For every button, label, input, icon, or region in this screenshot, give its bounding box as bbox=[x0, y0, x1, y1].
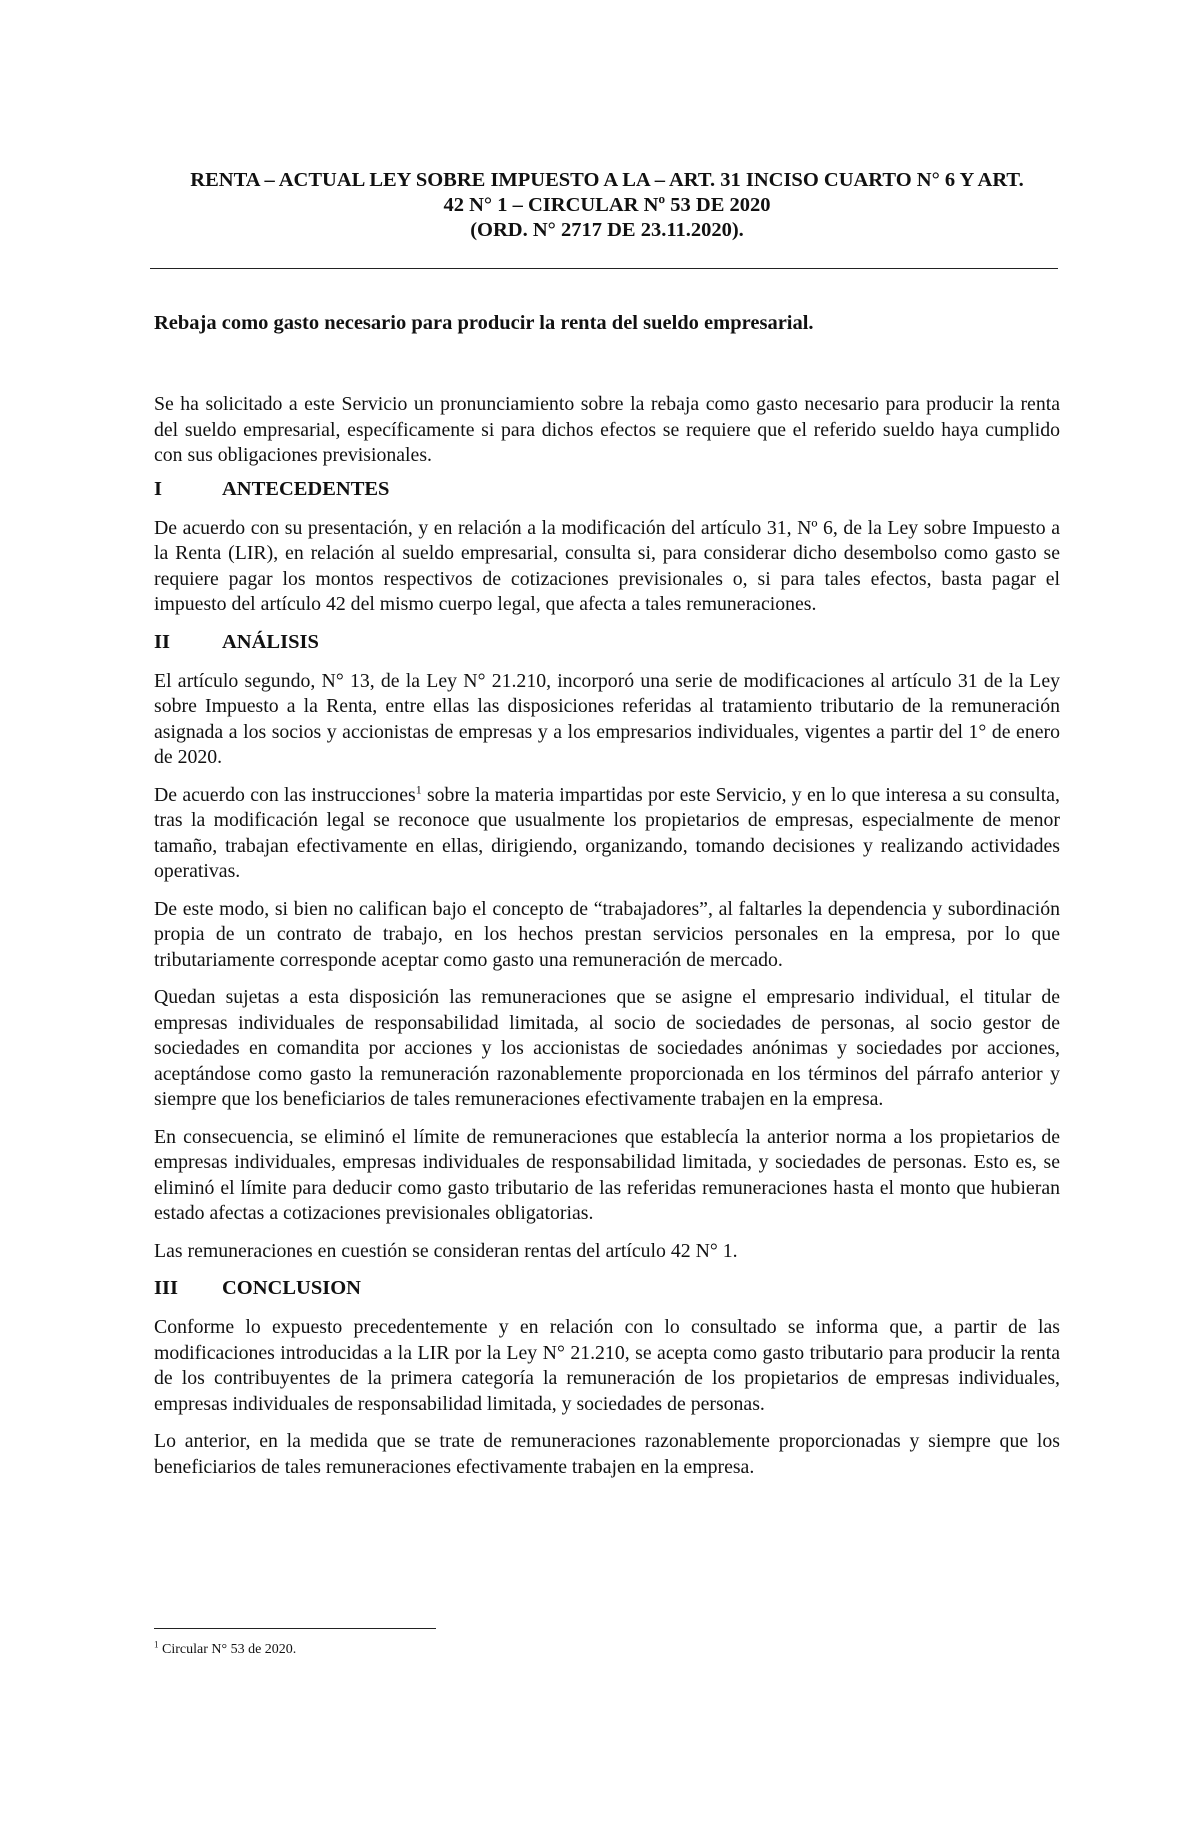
document-title bbox=[154, 168, 1060, 243]
analisis-paragraph-2-start: De acuerdo con las instrucciones bbox=[154, 783, 416, 806]
document-body bbox=[154, 392, 1060, 1492]
analisis-paragraph-2-end: sobre la materia impartidas por este Servicio, y en lo que interesa a su consulta, tras la modificación legal se reconoce que usualmente los propietarios de empresas, especialmente de menor tamaño, trabajan efectivamente en ellas, dirigiendo, organizando, tomando decisiones y realizando actividades operativas. bbox=[154, 783, 1060, 882]
analisis-paragraph-2 bbox=[154, 783, 1060, 885]
antecedentes-paragraph: De acuerdo con su presentación, y en relación a la modificación del artículo 31, Nº 6, de la Ley sobre Impuesto a la Renta (LIR), en relación al sueldo empresarial, consulta si, para considerar dicho desembolso como gasto se requiere pagar los montos respectivos de cotizaciones previsionales o, si para tales efectos, basta pagar el impuesto del artículo 42 del mismo cuerpo legal, que afecta a tales remuneraciones. bbox=[154, 516, 1060, 615]
title-line-2: 42 N° 1 – CIRCULAR Nº 53 DE 2020 bbox=[443, 194, 771, 216]
analisis-paragraph-1: El artículo segundo, N° 13, de la Ley N° 21.210, incorporó una serie de modificaciones al artículo 31 de la Ley sobre Impuesto a la Renta, entre ellas las disposiciones referidas al tratamiento tributario de la remuneración asignada a los socios y accionistas de empresas y a los empresarios individuales, vigentes a partir del 1° de enero de 2020. bbox=[154, 669, 1060, 768]
footnote-divider bbox=[154, 1628, 436, 1629]
footnote bbox=[154, 1641, 296, 1659]
analisis-paragraph-6: Las remuneraciones en cuestión se consideran rentas del artículo 42 N° 1. bbox=[154, 1239, 738, 1262]
document-page bbox=[154, 0, 1060, 1835]
conclusion-paragraph-2: Lo anterior, en la medida que se trate de remuneraciones razonablemente proporcionadas y siempre que los beneficiarios de tales remuneraciones efectivamente trabajen en la empresa. bbox=[154, 1430, 1060, 1478]
title-line-3: (ORD. N° 2717 DE 23.11.2020). bbox=[470, 219, 744, 241]
section-title: ANTECEDENTES bbox=[222, 477, 390, 500]
conclusion-paragraph-1: Conforme lo expuesto precedentemente y en relación con lo consultado se informa que, a partir de las modificaciones introducidas a la LIR por la Ley N° 21.210, se acepta como gasto tributario para producir la renta de los contribuyentes de la primera categoría la remuneración de los propietarios de empresas individuales, empresas individuales de responsabilidad limitada, y sociedades de personas. bbox=[154, 1316, 1060, 1415]
section-number: III bbox=[154, 1277, 178, 1299]
title-line-1: RENTA – ACTUAL LEY SOBRE IMPUESTO A LA – ART. 31 INCISO CUARTO N° 6 Y ART. bbox=[190, 169, 1024, 191]
footnote-text: Circular N° 53 de 2020. bbox=[158, 1642, 297, 1657]
section-title: ANÁLISIS bbox=[222, 630, 319, 653]
section-title: CONCLUSION bbox=[222, 1277, 361, 1299]
title-divider bbox=[150, 268, 1058, 269]
footnote-reference[interactable]: 1 bbox=[415, 781, 422, 796]
section-number: II bbox=[154, 630, 170, 653]
intro-paragraph: Se ha solicitado a este Servicio un pronunciamiento sobre la rebaja como gasto necesario para producir la renta del sueldo empresarial, específicamente si para dichos efectos se requiere que el referido sueldo haya cumplido con sus obligaciones previsionales. bbox=[154, 393, 1060, 466]
analisis-paragraph-3: De este modo, si bien no califican bajo el concepto de “trabajadores”, al faltarles la dependencia y subordinación propia de un contrato de trabajo, en los hechos prestan servicios personales en la empresa, por lo que tributariamente corresponde aceptar como gasto una remuneración de mercado. bbox=[154, 897, 1060, 971]
analisis-paragraph-4: Quedan sujetas a esta disposición las remuneraciones que se asigne el empresario individual, el titular de empresas individuales de responsabilidad limitada, al socio de sociedades de personas, al socio gestor de sociedades en comandita por acciones y los accionistas de sociedades anónimas y sociedades por acciones, aceptándose como gasto la remuneración razonablemente proporcionada en los términos del párrafo anterior y siempre que los beneficiarios de tales remuneraciones efectivamente trabajen en la empresa. bbox=[154, 986, 1060, 1110]
section-heading-analisis bbox=[154, 630, 1060, 655]
footnote-mark: 1 bbox=[154, 1639, 159, 1650]
document-subject: Rebaja como gasto necesario para producir la renta del sueldo empresarial. bbox=[154, 312, 814, 334]
section-number: I bbox=[154, 477, 162, 500]
analisis-paragraph-5: En consecuencia, se eliminó el límite de remuneraciones que establecía la anterior norma a los propietarios de empresas individuales, empresas individuales de responsabilidad limitada, y sociedades de personas. Esto es, se eliminó el límite para deducir como gasto tributario de las referidas remuneraciones hasta el monto que hubieran estado afectas a cotizaciones previsionales obligatorias. bbox=[154, 1125, 1060, 1224]
section-heading-antecedentes bbox=[154, 477, 1060, 502]
section-heading-conclusion bbox=[154, 1276, 1060, 1301]
